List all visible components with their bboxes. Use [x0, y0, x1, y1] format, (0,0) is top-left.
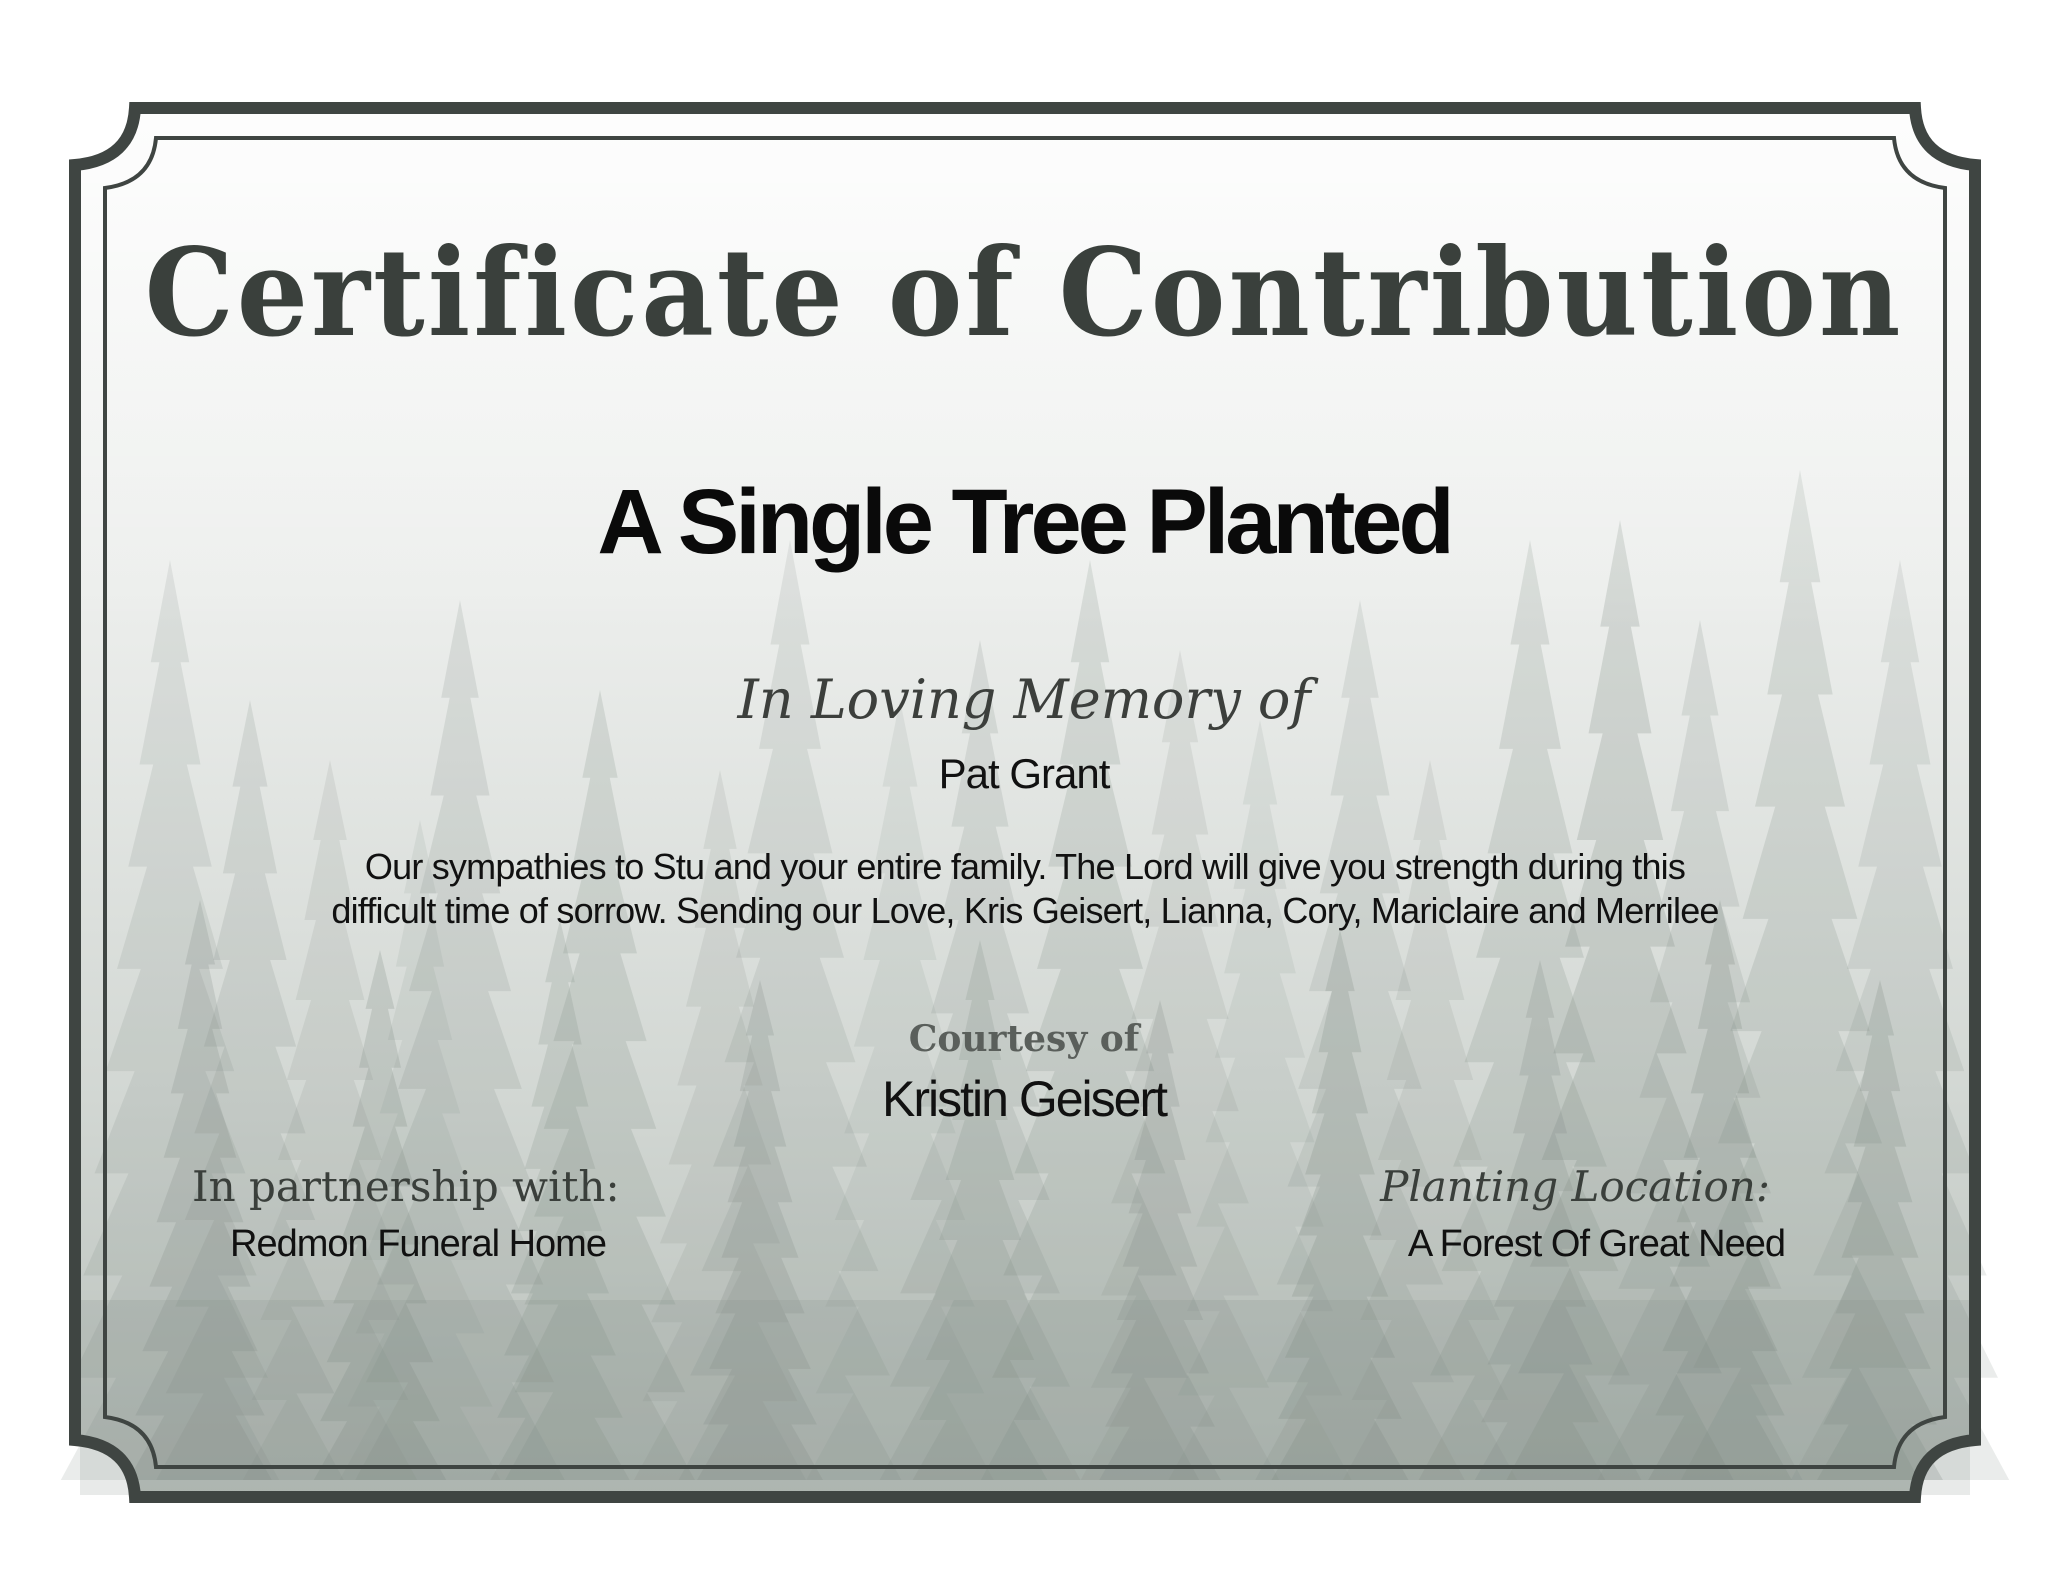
certificate-subtitle: A Single Tree Planted [597, 471, 1451, 573]
certificate-title: Certificate of Contribution [144, 222, 1904, 365]
location-label: Planting Location: [1380, 1162, 1770, 1211]
partner-name: Redmon Funeral Home [230, 1223, 606, 1265]
courtesy-label: Courtesy of [908, 1018, 1140, 1060]
partnership-label: In partnership with: [192, 1162, 620, 1211]
donor-name: Kristin Geisert [882, 1071, 1166, 1127]
location-name: A Forest Of Great Need [1407, 1223, 1785, 1265]
location-section [1340, 1162, 1900, 1266]
sympathy-message: Our sympathies to Stu and your entire family. The Lord will give you strength during this difficult time of sorrow. Sending our Love, Kris Geisert, Lianna, Cory, Mariclaire and Merrilee [331, 846, 1719, 931]
memory-label: In Loving Memory of [737, 668, 1311, 731]
partnership-section [150, 1162, 710, 1266]
honoree-name: Pat Grant [938, 750, 1110, 797]
